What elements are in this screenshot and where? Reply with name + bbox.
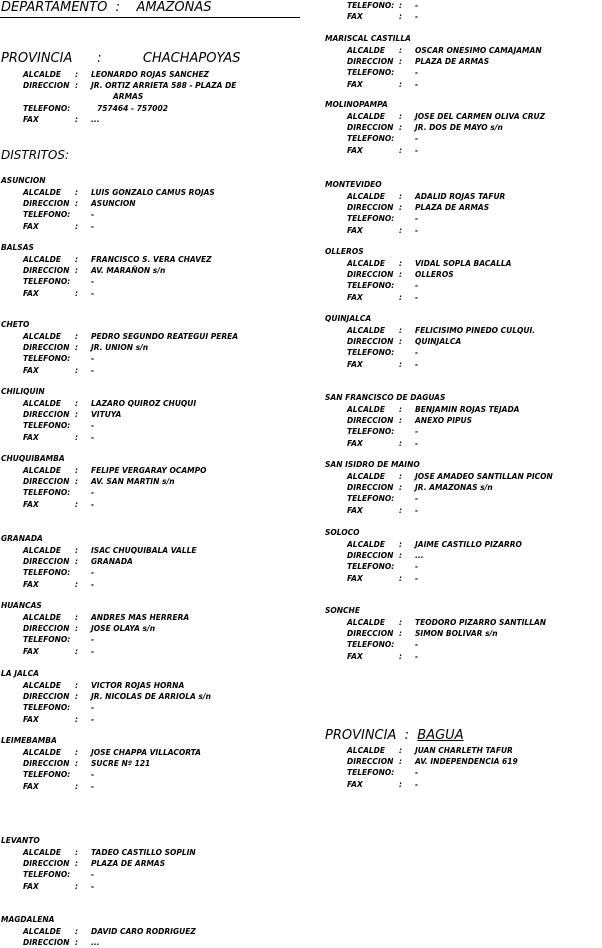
province-chachapoyas: PROVINCIA : CHACHAPOYAS ALCALDE : LEONARDO ROJAS SANCHEZ DIRECCION : JR. ORTIZ ARRIETA 588 - PLAZA DE ARMAS TELEFONO: 757464 - 757002 FAX : ... [1,51,301,125]
district-magdalena: MAGDALENA ALCALDE : DAVID CARO RODRIGUEZ DIRECCION : ... [1,915,196,948]
district-montevideo: MONTEVIDEO ALCALDE : ADALID ROJAS TAFUR DIRECCION : PLAZA DE ARMAS TELEFONO: - FAX : - [325,180,506,235]
district-san-francisco-de-daguas: SAN FRANCISCO DE DAGUAS ALCALDE : BENJAMIN ROJAS TEJADA DIRECCION : ANEXO PIPUS TELEFONO: - FAX : - [325,393,520,448]
top-right-continuation: TELEFONO: : - FAX : - [347,1,419,22]
district-quinjalca: QUINJALCA ALCALDE : FELICISIMO PINEDO CULQUI. DIRECCION : QUINJALCA TELEFONO: - FAX : - [325,314,536,369]
district-olleros: OLLEROS ALCALDE : VIDAL SOPLA BACALLA DIRECCION : OLLEROS TELEFONO: - FAX : - [325,247,512,302]
province-bagua-title: PROVINCIA : BAGUA [325,728,464,743]
district-granada: GRANADA ALCALDE : ISAC CHUQUIBALA VALLE DIRECCION : GRANADA TELEFONO: - FAX : - [1,534,197,589]
district-chuquibamba: CHUQUIBAMBA ALCALDE : FELIPE VERGARAY OCAMPO DIRECCION : AV. SAN MARTIN s/n TELEFONO: - FAX : - [1,454,207,509]
district-mariscal-castilla: MARISCAL CASTILLA ALCALDE : OSCAR ONESIMO CAMAJAMAN DIRECCION : PLAZA DE ARMAS TELEFONO: - FAX : - [325,34,542,89]
district-asuncion: ASUNCION ALCALDE : LUIS GONZALO CAMUS ROJAS DIRECCION : ASUNCION TELEFONO: - FAX : - [1,176,215,231]
district-leimebamba: LEIMEBAMBA ALCALDE : JOSE CHAPPA VILLACORTA DIRECCION : SUCRE Nº 121 TELEFONO: - FAX : - [1,736,201,791]
district-huancas: HUANCAS ALCALDE : ANDRES MAS HERRERA DIRECCION : JOSE OLAYA s/n TELEFONO: - FAX : - [1,601,190,656]
province-title: PROVINCIA : CHACHAPOYAS [1,51,241,66]
province-bagua: PROVINCIA : BAGUA ALCALDE : JUAN CHARLETH TAFUR DIRECCION : AV. INDEPENDENCIA 619 TELEFONO: - FAX : - [325,728,602,790]
district-soloco: SOLOCO ALCALDE : JAIME CASTILLO PIZARRO DIRECCION : ... TELEFONO: - FAX : - [325,528,522,583]
department-name: AMAZONAS [136,0,212,15]
districts-heading: DISTRITOS: [1,148,70,162]
header-rule [0,17,300,18]
district-cheto: CHETO ALCALDE : PEDRO SEGUNDO REATEGUI PEREA DIRECCION : JR. UNION s/n TELEFONO: - FAX : - [1,320,239,375]
district-san-isidro-de-maino: SAN ISIDRO DE MAINO ALCALDE : JOSE AMADEO SANTILLAN PICON DIRECCION : JR. AMAZONAS s/n TELEFONO: - FAX : - [325,460,553,515]
department-label: DEPARTAMENTO : [1,0,120,15]
district-chiliquin: CHILIQUIN ALCALDE : LAZARO QUIROZ CHUQUI DIRECCION : VITUYA TELEFONO: - FAX : - [1,387,197,442]
district-molinopampa: MOLINOPAMPA ALCALDE : JOSE DEL CARMEN OLIVA CRUZ DIRECCION : JR. DOS DE MAYO s/n TELEFONO: - FAX : - [325,100,546,155]
district-levanto: LEVANTO ALCALDE : TADEO CASTILLO SOPLIN DIRECCION : PLAZA DE ARMAS TELEFONO: - FAX : - [1,836,196,891]
district-balsas: BALSAS ALCALDE : FRANCISCO S. VERA CHAVEZ DIRECCION : AV. MARAÑON s/n TELEFONO: - FAX : - [1,243,212,298]
district-la-jalca: LA JALCA ALCALDE : VICTOR ROJAS HORNA DIRECCION : JR. NICOLAS DE ARRIOLA s/n TELEFONO: - FAX : - [1,669,211,724]
department-header [1,0,212,15]
district-sonche: SONCHE ALCALDE : TEODORO PIZARRO SANTILLAN DIRECCION : SIMON BOLIVAR s/n TELEFONO: - FAX : - [325,606,547,661]
